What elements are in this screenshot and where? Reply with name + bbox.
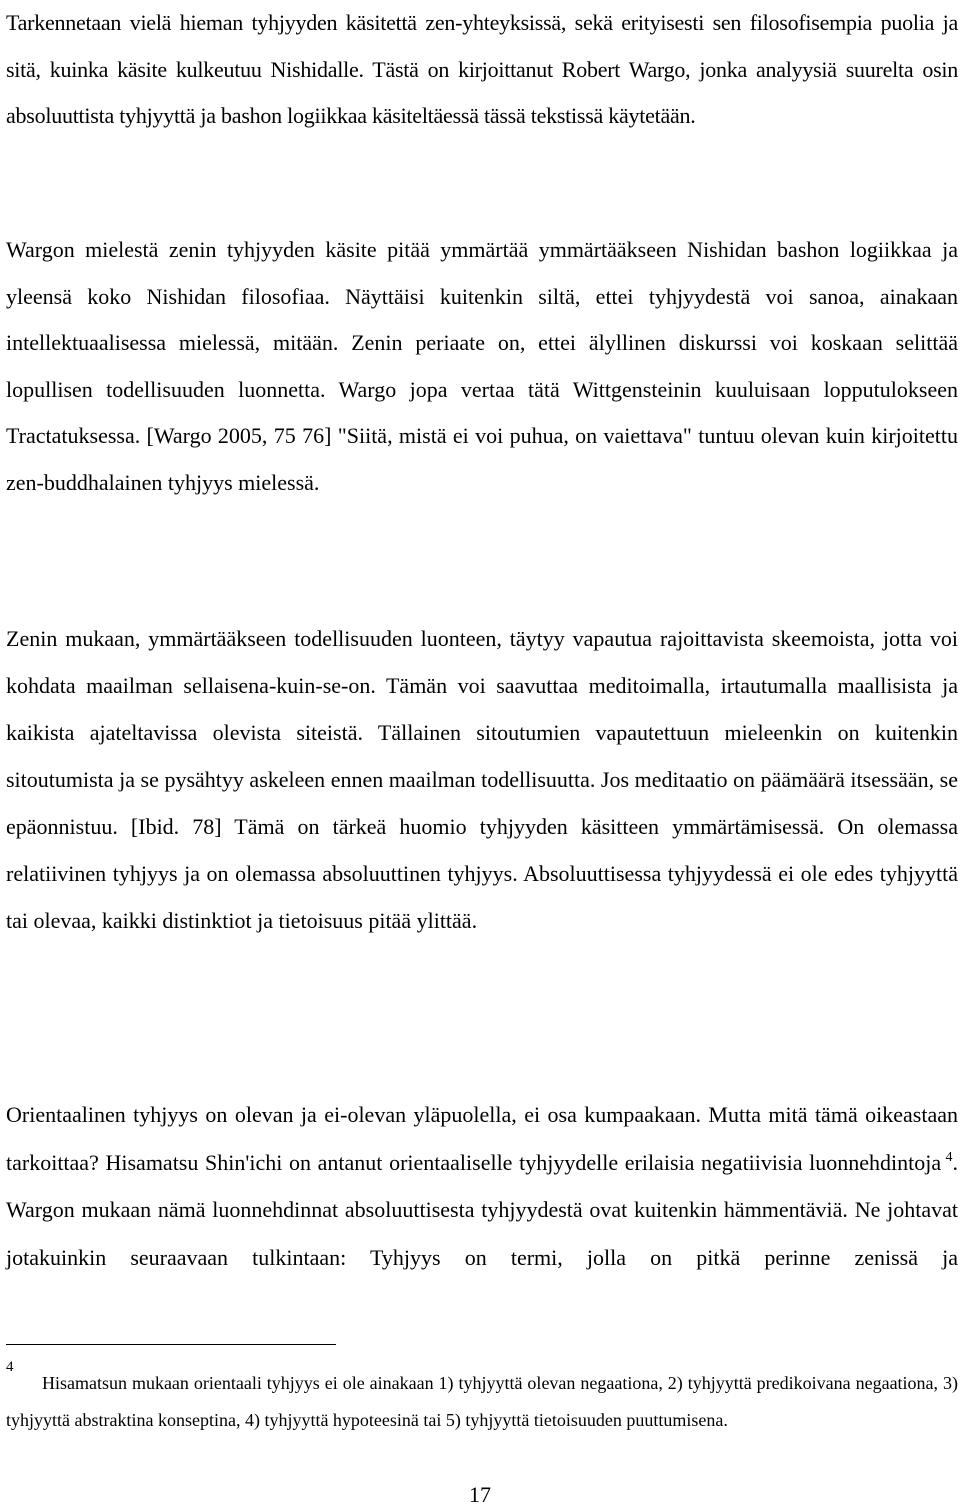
body-paragraph-2: Wargon mielestä zenin tyhjyyden käsite pitää ymmärtää ymmärtääkseen Nishidan bashon logiikkaa ja yleensä koko Nishidan filosofiaa. Näyttäisi kuitenkin siltä, ettei tyhjyydestä voi sanoa, ainakaan intellektuaalisessa mielessä, mitään. Zenin periaate on, ettei älyllinen diskurssi voi koskaan selittää lopullisen todellisuuden luonnetta. Wargo jopa vertaa tätä Wittgensteinin kuuluisaan lopputulokseen Tractatuksessa. [Wargo 2005, 75 76] "Siitä, mistä ei voi puhua, on vaiettava" tuntuu olevan kuin kirjoitettu zen-buddhalainen tyhjyys mielessä.	[6, 237, 958, 495]
footnote-number: 4	[6, 1359, 14, 1375]
footnote-reference: 4	[945, 1149, 953, 1165]
body-paragraph-3: Zenin mukaan, ymmärtääkseen todellisuuden luonteen, täytyy vapautua rajoittavista skeemoista, jotta voi kohdata maailman sellaisena-kuin-se-on. Tämän voi saavuttaa meditoimalla, irtautumalla maallisista ja kaikista ajateltavissa olevista siteistä. Tällainen sitoutumien vapautettuun mieleenkin on kuitenkin sitoutumista ja se pysähtyy askeleen ennen maailman todellisuutta. Jos meditaatio on päämäärä itsessään, se epäonnistuu. [Ibid. 78] Tämä on tärkeä huomio tyhjyyden käsitteen ymmärtämisessä. On olemassa relatiivinen tyhjyys ja on olemassa absoluuttinen tyhjyys. Absoluuttisessa tyhjyydessä ei ole edes tyhjyyttä tai olevaa, kaikki distinktiot ja tietoisuus pitää ylittää.	[6, 626, 958, 933]
paragraph-4-text-after-reference: . Wargon mukaan nämä luonnehdinnat absoluuttisesta tyhjyydestä ovat kuitenkin hämmentäviä. Ne johtavat jotakuinkin seuraavaan tulkintaan: Tyhjyys on termi, jolla on pitkä perinne zenissä ja	[6, 1149, 958, 1270]
footnote-separator-line	[6, 1344, 336, 1345]
paragraph-4-text-before-reference: Orientaalinen tyhjyys on olevan ja ei-olevan yläpuolella, ei osa kumpaakaan. Mutta mitä tämä oikeastaan tarkoittaa? Hisamatsu Shin'ichi on antanut orientaaliselle tyhjyydelle erilaisia negatiivisia luonnehdintoja	[6, 1102, 958, 1175]
footnote-text: Hisamatsun mukaan orientaali tyhjyys ei ole ainakaan 1) tyhjyyttä olevan negaationa, 2) tyhjyyttä predikoivana negaationa, 3) tyhjyyttä abstraktina konseptina, 4) tyhjyyttä hypoteesinä tai 5) tyhjyyttä tietoisuuden puuttumisena.	[6, 1373, 958, 1430]
body-paragraph-1: Tarkennetaan vielä hieman tyhjyyden käsitettä zen-yhteyksissä, sekä erityisesti sen filosofisempia puolia ja sitä, kuinka käsite kulkeutuu Nishidalle. Tästä on kirjoittanut Robert Wargo, jonka analyysiä suurelta osin absoluuttista tyhjyyttä ja bashon logiikkaa käsiteltäessä tässä tekstissä käytetään.	[6, 10, 958, 129]
body-paragraph-4	[6, 1091, 958, 1281]
page-number: 17	[469, 1482, 491, 1507]
